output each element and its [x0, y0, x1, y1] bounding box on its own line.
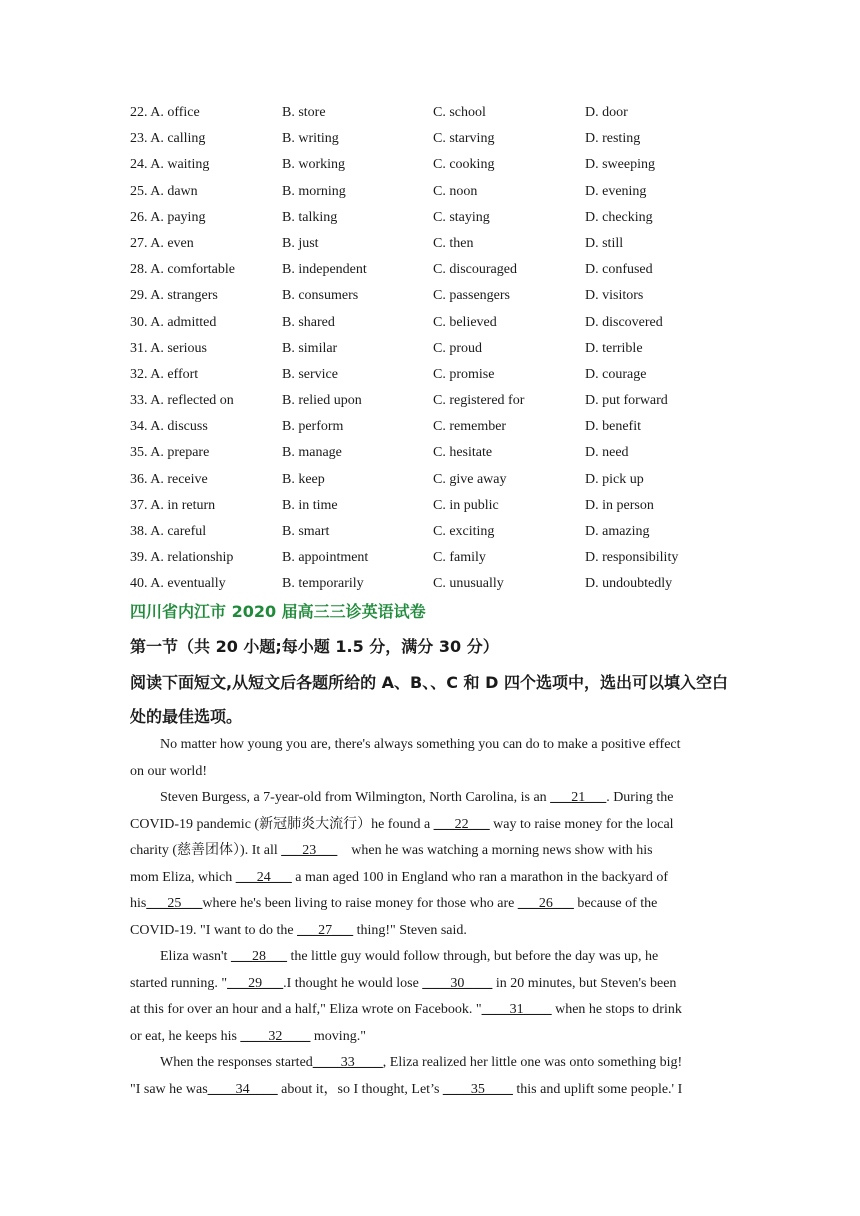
option-cell: 24. A. waiting	[130, 157, 210, 173]
option-row	[130, 545, 770, 571]
passage-text: , Eliza realized her little one was onto something big!	[382, 1055, 683, 1070]
option-cell: D. visitors	[585, 288, 644, 304]
cloze-passage	[130, 732, 735, 1103]
passage-text: When the responses started	[160, 1055, 313, 1070]
passage-text: No matter how young you are, there's always something you can do to make a positive effect	[160, 737, 681, 752]
option-cell: B. writing	[282, 131, 339, 147]
option-cell: B. appointment	[282, 550, 369, 566]
option-cell: C. exciting	[433, 524, 495, 539]
option-row	[130, 231, 770, 257]
passage-text: or eat, he keeps his	[130, 1028, 241, 1044]
option-cell: D. in person	[585, 497, 654, 513]
option-row	[130, 126, 770, 152]
blank-number: ____33____	[312, 1055, 383, 1070]
option-cell: 27. A. even	[130, 235, 194, 251]
option-cell: D. undoubtedly	[585, 576, 673, 592]
option-cell: C. then	[433, 235, 474, 251]
option-cell: 40. A. eventually	[130, 576, 226, 592]
option-cell: B. service	[282, 366, 338, 382]
option-cell: B. keep	[282, 471, 325, 487]
option-cell: 26. A. paying	[130, 209, 206, 225]
option-row	[130, 467, 770, 493]
option-cell: B. similar	[282, 340, 338, 356]
passage-text: because of the	[573, 896, 658, 911]
option-cell: B. shared	[282, 314, 335, 330]
option-row	[130, 205, 770, 231]
option-cell: D. checking	[585, 209, 653, 225]
passage-text: started running. "	[130, 975, 228, 991]
option-cell: B. store	[282, 105, 326, 120]
option-cell: C. staying	[433, 209, 490, 225]
option-row	[130, 336, 770, 362]
option-cell: C. cooking	[433, 157, 495, 173]
blank-number: ____35____	[442, 1081, 513, 1097]
passage-text: Steven Burgess, a 7-year-old from Wilmington, North Carolina, is an	[160, 790, 551, 805]
exam-title: 四川省内江市 2020 届高三三诊英语试卷	[130, 602, 426, 621]
option-cell: D. confused	[585, 262, 653, 278]
blank-number: ____32____	[240, 1028, 311, 1044]
passage-text: mom Eliza, which	[130, 869, 236, 885]
option-cell: B. manage	[282, 445, 342, 461]
blank-number: ____30____	[422, 975, 493, 991]
blank-number: ___22___	[433, 816, 490, 832]
option-cell: 39. A. relationship	[130, 550, 234, 566]
passage-text: at this for over an hour and a half," Eliza wrote on Facebook. "	[130, 1002, 482, 1017]
passage-text: in 20 minutes, but Steven's been	[492, 975, 677, 991]
option-cell: 37. A. in return	[130, 497, 216, 513]
option-row	[130, 152, 770, 178]
blank-number: ____31____	[481, 1002, 552, 1017]
passage-line	[130, 1024, 735, 1051]
option-cell: D. amazing	[585, 524, 650, 539]
passage-text: where he's been living to raise money for those who are	[202, 896, 518, 911]
option-cell: B. just	[282, 235, 319, 251]
option-cell: C. registered for	[433, 393, 525, 409]
passage-line	[130, 838, 735, 865]
passage-text: when he was watching a morning news show with his	[337, 843, 653, 858]
option-row	[130, 440, 770, 466]
option-cell: B. talking	[282, 209, 338, 225]
answer-options-table	[130, 100, 770, 598]
option-row	[130, 310, 770, 336]
option-cell: D. terrible	[585, 340, 643, 356]
passage-text: the little guy would follow through, but before the day was up, he	[286, 949, 659, 964]
option-cell: 31. A. serious	[130, 340, 207, 356]
option-row	[130, 179, 770, 205]
blank-number: ___25___	[146, 896, 203, 911]
passage-line	[130, 944, 735, 971]
option-cell: D. sweeping	[585, 157, 655, 173]
option-cell: D. benefit	[585, 419, 641, 435]
blank-number: ___29___	[227, 975, 284, 991]
option-row	[130, 571, 770, 597]
option-row	[130, 493, 770, 519]
option-cell: D. still	[585, 235, 624, 251]
passage-text: "I saw he was	[130, 1081, 208, 1097]
passage-line	[130, 891, 735, 918]
passage-text: .I thought he would lose	[283, 975, 423, 991]
option-row	[130, 414, 770, 440]
option-cell: 36. A. receive	[130, 471, 208, 487]
passage-line	[130, 918, 735, 945]
option-row	[130, 519, 770, 545]
option-cell: 25. A. dawn	[130, 183, 198, 199]
option-row	[130, 257, 770, 283]
option-cell: 33. A. reflected on	[130, 393, 234, 409]
blank-number: ____34____	[207, 1081, 278, 1097]
passage-line	[130, 1077, 735, 1104]
blank-number: ___21___	[550, 790, 607, 805]
option-row	[130, 362, 770, 388]
option-cell: B. morning	[282, 183, 346, 199]
passage-text: moving."	[310, 1028, 366, 1044]
passage-text: a man aged 100 in England who ran a marathon in the backyard of	[291, 869, 669, 885]
passage-line	[130, 971, 735, 998]
option-cell: B. temporarily	[282, 576, 364, 592]
option-cell: B. perform	[282, 419, 344, 435]
blank-number: ___27___	[297, 922, 354, 938]
passage-text: Eliza wasn't	[160, 949, 231, 964]
option-cell: C. promise	[433, 366, 495, 382]
option-cell: C. school	[433, 105, 486, 120]
option-cell: B. in time	[282, 497, 338, 513]
option-row	[130, 283, 770, 309]
passage-line	[130, 1050, 735, 1077]
section-heading: 第一节（共 20 小题;每小题 1.5 分，满分 30 分）	[130, 637, 499, 656]
passage-text: his	[130, 896, 147, 911]
passage-text: way to raise money for the local	[489, 816, 674, 832]
option-cell: C. hesitate	[433, 445, 493, 461]
passage-line	[130, 785, 735, 812]
passage-line	[130, 812, 735, 839]
option-cell: 29. A. strangers	[130, 288, 218, 304]
option-cell: D. responsibility	[585, 550, 679, 566]
option-cell: D. pick up	[585, 471, 644, 487]
option-cell: C. unusually	[433, 576, 504, 592]
option-cell: B. independent	[282, 262, 367, 278]
passage-line	[130, 997, 735, 1024]
blank-number: ___28___	[230, 949, 287, 964]
option-cell: D. discovered	[585, 314, 663, 330]
passage-text: about it，so I thought, Let’s	[277, 1081, 443, 1097]
option-cell: D. resting	[585, 131, 641, 147]
option-cell: D. courage	[585, 366, 647, 382]
option-cell: C. starving	[433, 131, 495, 147]
option-cell: D. evening	[585, 183, 647, 199]
option-cell: C. remember	[433, 419, 507, 435]
passage-text: thing!" Steven said.	[353, 922, 467, 938]
option-cell: C. discouraged	[433, 262, 517, 278]
option-cell: C. give away	[433, 471, 507, 487]
passage-text: COVID-19. "I want to do the	[130, 922, 298, 938]
option-cell: C. passengers	[433, 288, 510, 304]
instruction-text: 阅读下面短文,从短文后各题所给的 A、B、、C 和 D 四个选项中，选出可以填入空白处的最佳选项。	[130, 673, 728, 726]
blank-number: ___24___	[235, 869, 292, 885]
passage-line	[130, 865, 735, 892]
passage-text: this and uplift some people.' I	[512, 1081, 683, 1097]
option-cell: C. family	[433, 550, 486, 566]
blank-number: ___26___	[517, 896, 574, 911]
option-cell: D. put forward	[585, 393, 668, 409]
option-cell: B. relied upon	[282, 393, 362, 409]
passage-text: charity (慈善团体）). It all	[130, 843, 282, 858]
passage-text: on our world!	[130, 763, 207, 779]
option-cell: 23. A. calling	[130, 131, 206, 147]
passage-text: COVID-19 pandemic (新冠肺炎大流行）he found a	[130, 816, 434, 832]
option-cell: 22. A. office	[130, 105, 200, 120]
option-cell: 28. A. comfortable	[130, 262, 235, 278]
option-cell: C. believed	[433, 314, 497, 330]
option-row	[130, 388, 770, 414]
option-cell: 32. A. effort	[130, 366, 199, 382]
option-cell: B. consumers	[282, 288, 359, 304]
option-cell: 38. A. careful	[130, 524, 207, 539]
option-cell: 30. A. admitted	[130, 314, 217, 330]
option-cell: D. door	[585, 105, 628, 120]
option-cell: 35. A. prepare	[130, 445, 210, 461]
option-cell: B. working	[282, 157, 345, 173]
option-cell: C. in public	[433, 497, 499, 513]
passage-text: . During the	[606, 790, 674, 805]
option-cell: C. noon	[433, 183, 478, 199]
passage-line	[130, 732, 735, 759]
option-cell: B. smart	[282, 524, 330, 539]
passage-text: when he stops to drink	[551, 1002, 682, 1017]
passage-line	[130, 759, 735, 786]
option-cell: C. proud	[433, 340, 482, 356]
option-cell: D. need	[585, 445, 629, 461]
option-cell: 34. A. discuss	[130, 419, 208, 435]
blank-number: ___23___	[281, 843, 338, 858]
option-row	[130, 100, 770, 126]
